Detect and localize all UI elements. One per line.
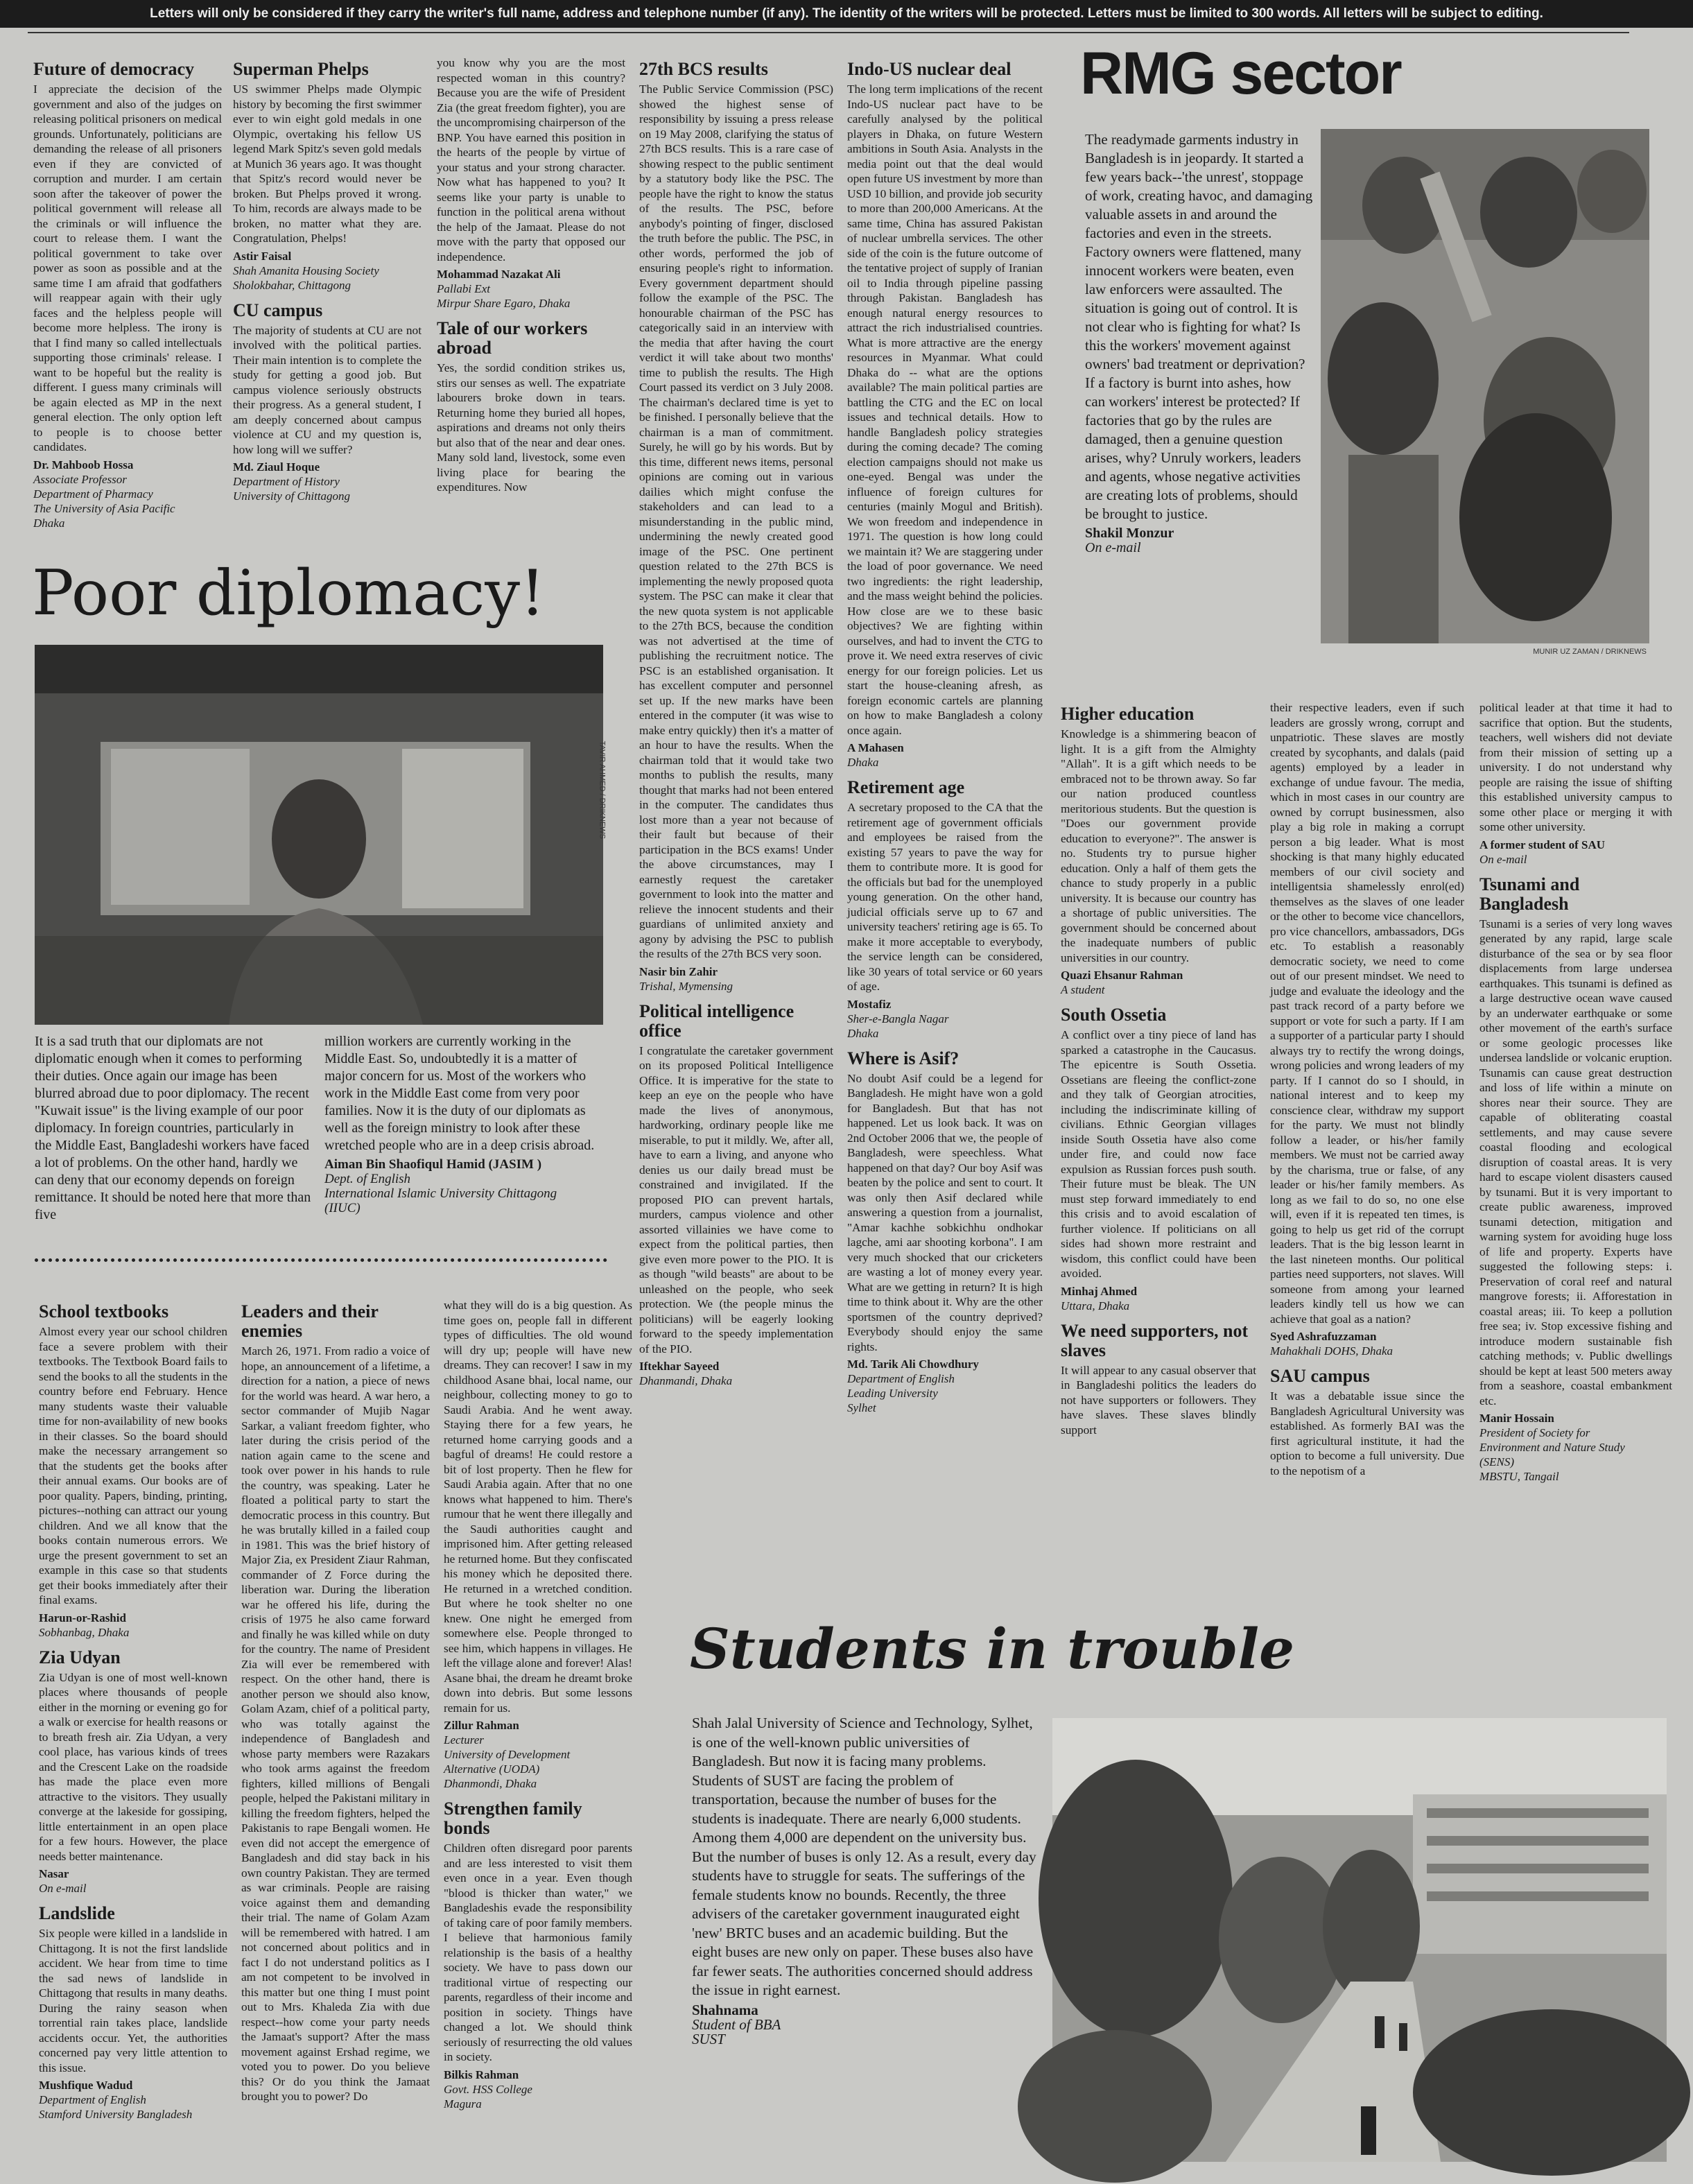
letter-affiliation: Sher-e-Bangla Nagar Dhaka — [847, 1012, 949, 1040]
letter-author: Dr. Mahboob Hossa — [33, 458, 134, 471]
letter-body: Shah Jalal University of Science and Technology, Sylhet, is one of the well-known public universities of Bangladesh. But now it is facing many problems. Students of SUST are facing the problem of transportation, because the number of buses for the students is inadequate. There are nearly 6,000 students. Among them 4,000 are dependent on the university bus. But the number of buses is only 12. As a result, every day students have to struggle for seats. The sufferings of the female students know no bounds. Recently, the three advisers of the caretaker government inaugurated eight 'new' BRTC buses and an academic building. But the eight buses are new only on paper. These buses also have far fewer seats. The authorities concerned should address the issue in right earnest. — [692, 1715, 1036, 1998]
poor-diplomacy-photo — [35, 645, 606, 1025]
letter-author: Mohammad Nazakat Ali — [437, 268, 561, 281]
column-higher-ossetia — [1061, 700, 1256, 1588]
letter-affiliation: Dept. of English International Islamic University Chittagong (IIUC) — [324, 1172, 557, 1215]
letter-affiliation: A student — [1061, 983, 1105, 996]
letter-author: Md. Tarik Ali Chowdhury — [847, 1358, 979, 1371]
letter-author: Quazi Ehsanur Rahman — [1061, 969, 1183, 982]
campus-buildings-image — [1052, 1718, 1667, 2162]
letter-author: Zillur Rahman — [444, 1719, 519, 1732]
letter-body: A secretary proposed to the CA that the retirement age of government officials and employees be raised from the existing 57 years to pave the way for them to contribute more. It is good for the officials but bad for the unemployed young generation. On the other hand, judicial officials serve up to 67 and university teachers' retiring age is 65. To make it more acceptable to everybody, the service length can be considered, like 30 years of total service or 60 years of age. — [847, 801, 1043, 993]
column-poor-diplomacy-2 — [324, 1033, 609, 1255]
letter-affiliation: Lecturer University of Development Alternative (UODA) Dhanmondi, Dhaka — [444, 1733, 571, 1790]
letter-affiliation: Student of BBA SUST — [692, 2016, 781, 2047]
poor-diplomacy-headline: Poor diplomacy! — [32, 557, 546, 630]
letter-title: We need supporters, not slaves — [1061, 1320, 1249, 1360]
man-in-vehicle-image — [35, 645, 603, 1025]
top-rule — [28, 32, 1629, 33]
letter-affiliation: President of Society for Environment and Nature Study (SENS) MBSTU, Tangail — [1479, 1426, 1625, 1483]
letter-title: South Ossetia — [1061, 1005, 1167, 1025]
letter-body: A conflict over a tiny piece of land has sparked a catastrophe in the Caucasus. The epicentre is South Ossetia. Ossetians are fleeing the conflict-zone and they talk of Georgian atrocities, including the indiscriminate killing of civilians. Ethnic Georgian villages inside South Ossetia have also come under fire, and could now face expulsion as Russian forces push south. Their future must be bleak. The UN must step forward immediately to end this crisis and to avoid escalation of further violence. If politicians on all sides had shown more restraint and wisdom, this conflict could have been avoided. — [1061, 1028, 1256, 1280]
letter-body: Almost every year our school children face a severe problem with their textbooks. The Textbook Board fails to send the books to all the students in the country before end February. Hence many students waste their valuable time for non-availability of new books in their classes. So the board should make the necessary arrangement so that the students get the books after their annual exams. Our books are of poor quality. Papers, binding, printing, pictures--nothing can attract our young children. And we all know that the books contain numerous errors. We urge the present government to set an example in this case so that students get their books immediately after their final exams. — [39, 1325, 227, 1606]
column-indo-us — [847, 55, 1043, 1414]
letter-body: No doubt Asif could be a legend for Bangladesh. He might have won a gold for Bangladesh. But that has not happened. Let us look back. It was on 2nd October 2006 that we, the people of Bangladesh, were speechless. What happened on that day? Our boy Asif was beaten by the police and sent to court. It was only then Asif declared while answering a question from a journalist, "Amar kachhe sobkichhu ondhokar lagche, ami aar shooting korbona". I am very much shocked that our cricketers are wasting a lot of money every year. What are we getting in return? It is high time to think about it. Why are the other sportsmen of the country deprived? Everybody should enjoy the same rights. — [847, 1071, 1043, 1353]
rmg-headline: RMG sector — [1080, 40, 1401, 107]
column-poor-diplomacy-1 — [35, 1033, 312, 1255]
letter-author: Mushfique Wadud — [39, 2079, 133, 2092]
letter-body: I appreciate the decision of the government and also of the judges on releasing political prisoners on medical grounds. Unfortunately, politicians are demanding the release of all prisoners even if they are convicted of corruption and murder. I am certain soon after the takeover of power the political government will release all the criminals or will influence the court to release them. I want the political government to take over power as soon as possible and at the same time I am afraid that godfathers will reappear again with their ugly faces and the helpless people will become more helpless. The irony is that I find many so called intellectuals supporting those criminals' release. I want to be hopeful but the reality is different. I guess many criminals will be again elected as MP in the next general election. The only option left to people is to choose better candidates. — [33, 83, 222, 453]
letter-author: Syed Ashrafuzzaman — [1270, 1330, 1377, 1343]
letter-affiliation: Pallabi Ext Mirpur Share Egaro, Dhaka — [437, 282, 571, 310]
column-leaders-enemies — [241, 1298, 430, 2165]
letter-body: million workers are currently working in the Middle East. So, undoubtedly it is a matter of major concern for us. Most of the workers who work in the Middle East come from very poor families. Now it is the duty of our diplomats as well as the foreign ministry to look after these wretched people who are in a deep crisis abroad. — [324, 1034, 595, 1153]
letter-affiliation: On e-mail — [1479, 852, 1527, 866]
column-superman-cu — [233, 55, 422, 534]
column-sau-tsunami — [1479, 700, 1672, 1588]
letter-affiliation: Dhanmandi, Dhaka — [639, 1374, 733, 1387]
letter-body: It will appear to any casual observer that in Bangladeshi politics the leaders do not have supporters or followers. They have slaves. These slaves blindly support — [1061, 1363, 1256, 1437]
photo-credit: MUNIR UZ ZAMAN / DRIKNEWS — [1533, 648, 1647, 656]
letter-author: Mostafiz — [847, 997, 892, 1011]
letter-title: Tsunami and Bangladesh — [1479, 874, 1580, 914]
letters-policy-banner: Letters will only be considered if they carry the writer's full name, address and telephone number (if any). The identity of the writers will be protected. Letters must be limited to 300 words. All letters will be subject to editing. — [0, 0, 1693, 28]
letter-body: The Public Service Commission (PSC) showed the highest sense of responsibility by issuing a press release on 19 May 2008, clarifying the status of 27th BCS results. This is a rare case of showing respect to the public sentiment by a statutory body like the PSC. The people have the right to know the status of the results. The PSC, before anybody's pointing of finger, disclosed the truth before the public. The PSC, in other words, performed the job of ensuring people's right to information. Every government department should follow the example of the PSC. The honourable chairman of the PSC has categorically said in an interview with the media that after having the court verdict it will take about two months' time to publish the results. The High Court passed its verdict on 3 July 2008. The chairman's declared time is yet to be finished. I personally believe that the chairman is a man of commitment. Surely, he will go by his words. But by this time, different news items, personal opinions are coming out in various dailies which might confuse the stakeholders and can lead to a misunderstanding in the public mind, undermining the newly created good image of the PSC. One pertinent question related to the 27th BCS is implementing the newly proposed quota system. The PSC can make it clear that the new quota system is not applicable to the 27th BCS, because the condition was not advertised at the time of publishing the recruitment notice. The PSC is an established organisation. It has excellent computer and personnel set up. If the new marks have been entered in the computer (it was wise to make entry quickly) then it's a matter of an hour to have the results. When the chairman told that it would take two months to publish the results, many thought that marks had not been entered in the computer. The candidates thus lost more than a year not because of their fault but because of their participation in the BCS exams! Under the above circumstances, may I earnestly request the caretaker government to look into the matter and relieve the innocent students and their guardians of unlimited anxiety and agony by advising the PSC to publish the results of the 27th BCS very soon. — [639, 83, 833, 960]
letter-author: Aiman Bin Shaofiqul Hamid (JASIM ) — [324, 1157, 542, 1172]
letter-affiliation: Department of History University of Chittagong — [233, 475, 351, 503]
letter-body: US swimmer Phelps made Olympic history by becoming the first swimmer ever to win eight gold medals in one Olympic, overtaking his fellow US legend Mark Spitz's seven gold medals at Munich 36 years ago. It was thought that Spitz's record would never be broken. But Phelps proved it wrong. To him, records are always made to be broken, no matter what they are. Congratulation, Phelps! — [233, 83, 422, 245]
column-dreams-family — [444, 1298, 632, 2165]
letter-title: Higher education — [1061, 704, 1195, 724]
letter-affiliation: Uttara, Dhaka — [1061, 1299, 1130, 1312]
letter-title: Retirement age — [847, 777, 965, 797]
column-rmg-sector — [1085, 130, 1314, 657]
letter-title: Superman Phelps — [233, 59, 369, 79]
column-bcs-results — [639, 55, 833, 1387]
letter-affiliation: Associate Professor Department of Pharmacy The University of Asia Pacific Dhaka — [33, 472, 175, 530]
letter-author: Harun-or-Rashid — [39, 1611, 126, 1624]
letter-author: A Mahasen — [847, 741, 904, 754]
letter-title: Zia Udyan — [39, 1647, 121, 1667]
students-headline: Students in trouble — [690, 1616, 1294, 1681]
letter-author: A former student of SAU — [1479, 838, 1606, 851]
letter-body: Zia Udyan is one of most well-known places where thousands of people either in the morning or evening go for a walk or exercise for health reasons or to breath fresh air. Zia Udyan, a very cool place, has various kinds of trees and the Crescent Lake on the roadside has made the place even more attractive to the visitors. They usually converge at the lakeside for gossiping, little entertainment in an open place for a few hours. However, the place needs better maintenance. — [39, 1670, 227, 1863]
letter-affiliation: On e-mail — [1085, 540, 1141, 555]
letter-title: SAU campus — [1270, 1366, 1370, 1386]
letter-affiliation: Department of English Leading University Sylhet — [847, 1372, 955, 1414]
letter-author: Md. Ziaul Hoque — [233, 460, 320, 474]
letter-affiliation: On e-mail — [39, 1882, 87, 1895]
column-textbooks-zia-landslide — [39, 1298, 227, 2165]
letter-affiliation: Trishal, Mymensing — [639, 979, 733, 993]
letter-title: 27th BCS results — [639, 59, 768, 79]
letter-author: Iftekhar Sayeed — [639, 1360, 720, 1373]
letter-title: CU campus — [233, 300, 323, 320]
column-future-democracy — [33, 55, 222, 534]
letter-affiliation: Shah Amanita Housing Society Sholokbahar, Chittagong — [233, 263, 379, 292]
letter-body: I congratulate the caretaker government on its proposed Political Intelligence Office. It is imperative for the state to keep an eye on the people who have made the lives of anonymous, hardworking, ordinary people like me miserable, to put it mildly. We, after all, have to earn a living, and anyone who denies us our daily bread must be constrained and invigilated. If the proposed PIO can prevent hartals, murders, campus violence and other assorted villainies we have come to expect from the political parties, then give even more power to the PIO. It is as though "wild beasts" are about to be unleashed on the people, who seek protection. We (the people minus the politicians) will be eagerly looking forward to the speedy implementation of the PIO. — [639, 1043, 833, 1355]
letter-author: Minhaj Ahmed — [1061, 1284, 1138, 1298]
letter-body: Knowledge is a shimmering beacon of light. It is a gift from the Almighty "Allah". It is a gift which needs to be embraced not to be thrown away. So far our nation produced countless meritorious students. But the question is "Does our government provide education to everyone?". The answer is no. Students try to pursue higher education. Only a half of them gets the chance to study properly in a public university. It is because our country has a shortage of public universities. The government should be concerned about the inadequate numbers of public universities in our country. — [1061, 727, 1256, 964]
letter-affiliation: Dhaka — [847, 756, 879, 769]
letter-body: political leader at that time it had to sacrifice that option. But the students, teachers, well wishers did not deviate from their mission of setting up a university. I do not understand why people are raising the issue of shifting this established university campus to some other place or merging it with some other university. — [1479, 701, 1672, 833]
letter-body: what they will do is a big question. As time goes on, people fall in different types of difficulties. The old wound will dry up; people will have new dreams. They can recover! I saw in my childhood Asane bhai, local name, our neighbour, collecting money to go to Saudi Arabia. And he went away. Staying there for a few years, he returned home carrying goods and a bagful of dreams! He could restore a bit of lost property. Then he flew for Saudi Arabia again. After that no one knows what happened to him. There's rumour that he went there illegally and the Saudi authorities caught and imprisoned him. After getting released he returned home. But they confiscated his money which he deposited there. He returned in a wretched condition. But where he took shelter no one knew. One night he emerged from somewhere else. People thronged to see him, which happens in villages. He left the village alone and forever! Alas! Asane bhai, the dream he dreamt broke down into debris. But some lessons remain for us. — [444, 1299, 632, 1715]
letter-affiliation: Mahakhali DOHS, Dhaka — [1270, 1344, 1394, 1358]
letter-title: Strengthen family bonds — [444, 1799, 582, 1838]
letter-body: The long term implications of the recent Indo-US nuclear pact have to be carefully analysed by the political players in Dhaka, on future Western ambitions in South Asia. Analysts in the media point out that the deal would open future US investment by more than USD 10 billion, and provide job security to more than 200,000 Americans. At the same time, China has assured Pakistan of nuclear umbrella services. The other side of the coin is the future outcome of the tentative project of supply of Iranian oil to India through pipeline passing through Pakistan. Bangladesh has enough natural energy resources to attract the rich industrialised countries. What is more attractive are the energy resources in Myanmar. What could Dhaka do -- what are the options available? The main political parties are battling the CTG and the EC on local issues and technical details. How to handle Bangladesh policy strategies during the coming decade? The coming election campaigns should not make us one-eyed. Bengal was under the influence of foreign cultures for centuries (mainly Mogul and British). We won freedom and independence in 1971. The question is how long could we maintain it? We are staggering under the load of poor governance. We need two ingredients: the right leadership, and the mass weight behind the policies. How close are we to these basic objectives? We are fighting within ourselves, and had to invent the CTG to prove it. We need extra reserves of civic energy for our foreign policies. Let us start the house-cleaning afresh, as foreign economic cartels are planning on how to make Bangladesh a colony once again. — [847, 83, 1043, 737]
letter-body: It is a sad truth that our diplomats are not diplomatic enough when it comes to performing their duties. Once again our image has been blurred abroad due to poor diplomacy. The recent "Kuwait issue" is the living example of our poor diplomacy. In foreign countries, particularly in the Middle East, Bangladeshi workers have faced a lot of problems. On the other hand, hardly we can deny that our economy depends on foreign remittance. It should be noted here that more than five — [35, 1034, 311, 1222]
letter-author: Shahnama — [692, 2001, 758, 2018]
column-jamaat-tale — [437, 55, 625, 534]
column-supporters-sau — [1270, 700, 1464, 1588]
letter-title: Political intelligence office — [639, 1000, 795, 1041]
protest-crowd-image — [1321, 129, 1649, 643]
letter-affiliation: Department of English Stamford University Bangladesh — [39, 2093, 193, 2121]
letter-body: Children often disregard poor parents and are less interested to visit them even once in a year. Even though "blood is thicker than water," we Bangladeshis evade the responsibility of taking care of poor family members. I believe that harmonious family relationship is the basis of a healthy society. We have to pass down our traditional virtue of respecting our parents, regardless of their income and position in society. Things have changed a lot. We should think seriously of resurrecting the old values in society. — [444, 1841, 632, 2063]
letter-title: Tale of our workers abroad — [437, 318, 588, 358]
letter-author: Shakil Monzur — [1085, 526, 1174, 541]
letter-body: you know why you are the most respected woman in this country? Because you are the wife of President Zia (the great freedom fighter), you are the uncompromising chairperson of the BNP. You have earned this position in the hearts of the people by virtue of your status and your strong character. Now what has happened to you? It seems like your party is unable to function in the political arena without the help of the Jamaat. Please do not move with the party that opposed our independence. — [437, 56, 625, 263]
section-divider — [35, 1258, 607, 1262]
letter-title: Landslide — [39, 1903, 115, 1923]
letter-body: Six people were killed in a landslide in Chittagong. It is not the first landslide accident. We hear from time to time the sad news of landslide in Chittagong that results in many deaths. During the rainy season when torrential rain takes place, landslide accidents occur. Yet, the authorities concerned pay very little attention to this issue. — [39, 1927, 227, 2074]
letter-body: Yes, the sordid condition strikes us, stirs our senses as well. The expatriate labourers broke down in tears. Returning home they buried all hopes, aspirations and dreams not only theirs but also that of the near and dear ones. Many sold land, livestock, some even living place for bearing the expenditures. Now — [437, 361, 625, 494]
letter-author: Astir Faisal — [233, 249, 292, 263]
letter-body: The readymade garments industry in Bangladesh is in jeopardy. It started a few years back--'the unrest', stoppage of work, creating havoc, and damaging valuable assets in and around the factories and even in the streets. Factory owners were flattened, many innocent workers were beaten, even law enforcers were assaulted. The situation is going out of control. It is not clear who is fighting for what? Is this the workers' movement against owners' bad treatment or deprivation? If a factory is burnt into ashes, how can workers' interest be protected? If factories that go by the rules are damaged, then a genuine question arises, why? Unruly workers, leaders and agents, whose negative activities are creating lots of problems, should be brought to justice. — [1085, 131, 1313, 522]
letter-title: Indo-US nuclear deal — [847, 59, 1012, 79]
rmg-protest-photo — [1321, 129, 1649, 656]
letter-body: It was a debatable issue since the Bangladesh Agricultural University was established. As formerly BAI was the first agricultural institute, it had the option to become a full university. Due to the nepotism of a — [1270, 1389, 1464, 1477]
letter-title: Leaders and their enemies — [241, 1301, 379, 1341]
letter-affiliation: Sobhanbag, Dhaka — [39, 1625, 130, 1639]
letter-body: The majority of students at CU are not involved with the political parties. Their main intention is to complete the study for getting a good job. But campus violence seriously obstructs their progress. As a general student, I am deeply concerned about campus violence at CU and my question is, how long will we suffer? — [233, 323, 422, 456]
letter-body: March 26, 1971. From radio a voice of hope, an announcement of a lifetime, a direction for a nation, a piece of news for the world was heard. A war hero, a sector commander of Mujib Nagar Sarkar, a valiant freedom fighter, who later during the crisis period of the nation again came to the scene and took over power in his hands to rule the country, was speaking. Later he floated a political party to start the democratic process in this country. But he was brutally killed in a failed coup in 1981. This was the brief history of Major Zia, ex President Ziaur Rahman, commander of Z Force during the liberation war. During the liberation war he offered his life, during the crisis of 1975 he also came forward and finally he was killed while on duty for the country. The name of President Zia will ever be remembered with respect. On the other hand, there is another person we should also know, Golam Azam, chief of a political party, who was totally against the independence of Bangladesh and whose party members were Razakars who took arms against the freedom fighters, killed millions of Bengali people, helped the Pakistani military in killing the freedom fighters, helped the Pakistanis to rape Bengali women. He even did not accept the emergence of Bangladesh and did stay back in his own country Pakistan. They are termed as war criminals. People are raising voice against them and demanding their trial. The name of Golam Azam will be remembered with hatred. I am not concerned about politics and in fact I do not understand politics as I am not competent to be involved in this matter but one thing I must point out to Mrs. Khaleda Zia with due respect--how come your party needs the Jamaat's support? After the mass movement against Ershad regime, we voted you to power. Do you believe this? Or do you think the Jamaat brought you to power? Do — [241, 1344, 430, 2103]
letter-author: Manir Hossain — [1479, 1412, 1554, 1425]
letter-title: School textbooks — [39, 1301, 169, 1321]
letter-body: Tsunami is a series of very long waves generated by any rapid, large scale disturbance of the sea or by sea floor displacements from large undersea earthquakes. This tsunami is defined as a large destructive ocean wave caused by an underwater earthquake or some other movement of the earth's surface or some geologic processes like undersea landslide or volcanic eruption. Tsunamis can cause great destruction and loss of life within a minute on shores near their source. They are capable of obliterating coastal settlements, and may cause severe coastal flooding and ecological disruption of coastal areas. It is very hard to escape violent disasters caused by tsunami. But it is very important to create public awareness, improved tsunami detection, mitigation and warning system for avoiding huge loss of life and property. Experts have suggested the following steps: i. Preservation of coral reef and natural mangrove forests; ii. Afforestation in coastal areas; iii. To keep a pollution free sea; iv. Stop excessive fishing and introduce modern sustainable fish catching methods; v. Public dwellings should be kept at least 500 meters away from a seashore, coastal embankment etc. — [1479, 917, 1672, 1407]
letter-author: Nasir bin Zahir — [639, 964, 718, 978]
photo-credit: TAVIR AHMED / DRIKNEWS — [598, 740, 606, 839]
letter-author: Bilkis Rahman — [444, 2068, 519, 2081]
letter-title: Where is Asif? — [847, 1048, 960, 1068]
column-students-trouble — [692, 1714, 1039, 2158]
sust-campus-photo — [1052, 1718, 1667, 2162]
letter-title: Future of democracy — [33, 59, 195, 79]
letter-body: their respective leaders, even if such leaders are grossly wrong, corrupt and unpatriotic. These slaves are mostly created by sycophants, and dalals (paid agents) employed by a leader in exchange of undue favour. The media, which in most cases in our country are owned by corrupt businessmen, also play a big role in making a corrupt person a big leader. What is most shocking is that many highly educated members of our civil society and intelligentsia shamelessly enrol(ed) themselves as the slaves of one leader or the other to become vice chancellors, pro vice chancellors, ambassadors, DGs etc. To establish a reasonably democratic society, we need to come out of our present mindset. We need to judge and evaluate the ideology and the past track record of a party before we support or vote for such a party. If I am a supporter of a particular party I should always try to rectify the wrong doings, wrong policies and wrong leaders of my party. If I cannot do so I should, in national interest and to keep my conscience clear, withdraw my support for the party. We must not blindly follow a leader, or his/her family members. We must not be carried away by the charisma, true or false, of any leader or his/her family members. As long as we fail to do so, no one else will, even if it is repeated ten times, is going to help us get rid of the corrupt leaders. That is the big lesson learnt in the last nineteen months. Our political parties need supporters, not slaves. Will someone from among your learned leaders kindly tell us how we can achieve that goal as a nation? — [1270, 701, 1464, 1326]
letter-affiliation: Govt. HSS College Magura — [444, 2082, 532, 2111]
letter-author: Nasar — [39, 1867, 69, 1880]
